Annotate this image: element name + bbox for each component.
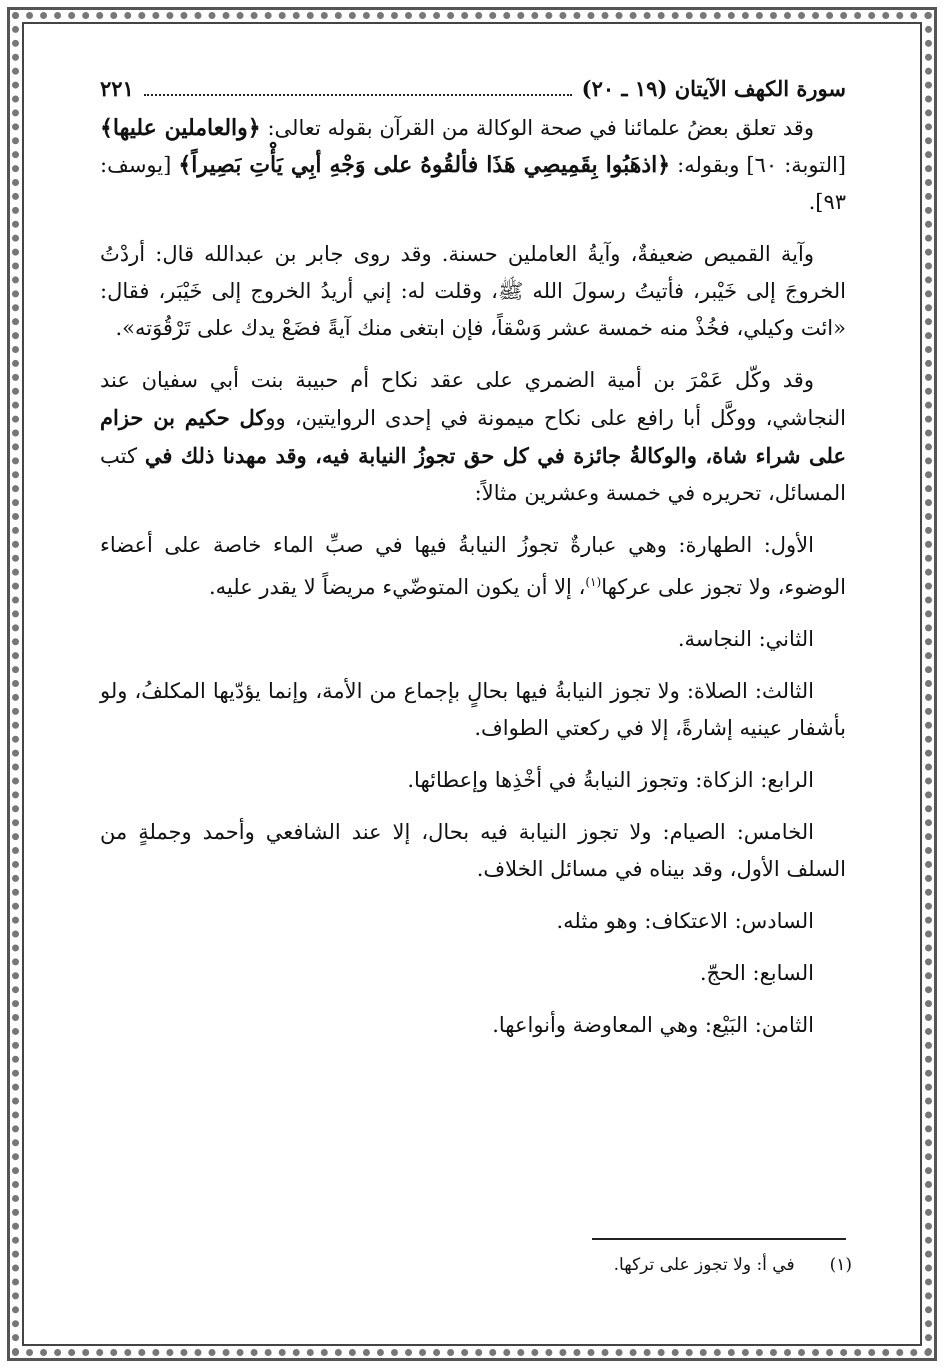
paragraph-eighth: الثامن: البَيْع: وهي المعاوضة وأنواعها. xyxy=(492,1013,814,1037)
footnote-separator xyxy=(592,1238,846,1240)
paragraph-1-text-a: وقد تعلق بعضُ علمائنا في صحة الوكالة من القرآن بقوله تعالى: xyxy=(260,116,814,140)
paragraph-seventh: السابع: الحجّ. xyxy=(699,961,814,985)
page-content xyxy=(100,70,846,1059)
paragraph-second: الثاني: النجاسة. xyxy=(677,627,814,651)
paragraph-1 xyxy=(100,110,846,221)
paragraph-3-text-b: كتب المسائل، تحريره في خمسة وعشرين مثالاً: xyxy=(100,444,846,505)
paragraph-first-text-a: الأول: الطهارة: وهي عبارةٌ تجوزُ النيابةُ فيها في صبِّ الماء خاصة على أعضاء الوضوء، ولا تجوز على عركها xyxy=(100,533,846,599)
paragraph-2: وآية القميص ضعيفةٌ، وآيةُ العاملين حسنة. وقد روى جابر بن عبدالله قال: أردْتُ الخروجَ إلى خَيْبر، فأتيتُ رسولَ الله ﷺ، وقلت له: إني أريدُ الخروج إلى خَيْبَر، فقال: «ائت وكيلي، فخُذْ منه خمسة عشر وَسْقاً، فإن ابتغى منك آيةً فضَعْ يدك على تَرْقُوَته». xyxy=(100,242,846,340)
quran-quote-2: ﴿اذهَبُوا بِقَمِيصِي هَذَا فألقُوهُ على وَجْهِ أبِي يَأْتِ بَصِيراً﴾ xyxy=(178,152,671,178)
paragraph-3-bold: كل حكيم بن حزام على شراء شاة، والوكالةُ جائزة في كل حق تجوزُ النيابة فيه، وقد مهدنا ذلك في xyxy=(100,405,846,468)
paragraph-fifth: الخامس: الصيام: ولا تجوز النيابة فيه بحال، إلا عند الشافعي وأحمد وجملةٍ من السلف الأول، وقد بيناه في مسائل الخلاف. xyxy=(100,820,846,881)
footnote xyxy=(100,1253,852,1277)
paragraph-1-text-c: [يوسف: ٩٣]. xyxy=(100,153,846,214)
footnote-text: في أ: ولا تجوز على تركها. xyxy=(613,1255,795,1275)
paragraph-sixth: السادس: الاعتكاف: وهو مثله. xyxy=(556,909,814,933)
paragraph-3 xyxy=(100,362,846,512)
quran-quote-1: ﴿والعاملين عليها﴾ xyxy=(100,115,261,141)
paragraph-3-text-a: وقد وكّل عَمْرَ بن أمية الضمري على عقد نكاح أم حبيبة بنت أبي سفيان عند النجاشي، ووكَّل أبا رافع على نكاح ميمونة في إحدى الروايتين، وو xyxy=(100,368,846,430)
paragraph-1-text-b: [التوبة: ٦٠] وبقوله: xyxy=(670,153,847,177)
running-header xyxy=(100,70,846,110)
footnote-marker: (١) xyxy=(585,575,602,589)
paragraph-third: الثالث: الصلاة: ولا تجوز النيابةُ فيها بحالٍ بإجماع من الأمة، وإنما يؤدّيها المكلفُ، ولو بأشفار عينيه إشارةً، إلا في ركعتي الطواف. xyxy=(100,679,846,740)
page-number: ٢٢١ xyxy=(100,76,134,101)
footnote-number: (١) xyxy=(829,1255,852,1275)
paragraph-first-text-b: ، إلا أن يكون المتوضّيء مريضاً لا يقدر عليه. xyxy=(208,575,586,599)
paragraph-fourth: الرابع: الزكاة: وتجوز النيابةُ في أخْذِها وإعطائها. xyxy=(407,768,814,792)
paragraph-first xyxy=(100,527,846,606)
header-title: سورة الكهف الآيتان (١٩ ـ ٢٠) xyxy=(581,76,846,101)
header-dot-leader xyxy=(144,76,572,96)
